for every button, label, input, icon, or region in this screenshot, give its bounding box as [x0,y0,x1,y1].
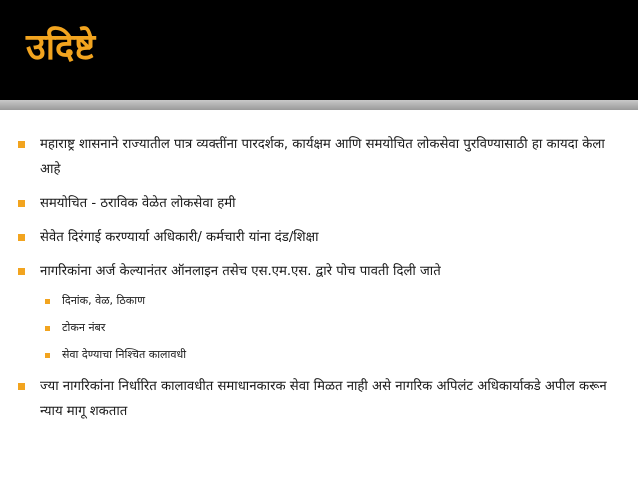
sub-bullet-text: टोकन नंबर [62,321,106,334]
bullet-text: समयोचित - ठराविक वेळेत लोकसेवा हमी [40,196,236,211]
bullet-item [0,132,638,182]
bullet-item [0,374,638,424]
square-bullet-icon [18,200,25,207]
sub-bullet-text: सेवा देण्याचा निश्चित कालावधी [62,348,187,361]
slide-title: उदिष्टे [26,27,96,68]
bullet-text: सेवेत दिरंगाई करण्यार्या अधिकारी/ कर्मचारी यांना दंड/शिक्षा [40,230,319,245]
square-bullet-icon [45,299,50,304]
square-bullet-icon [18,234,25,241]
sub-bullet-text: दिनांक, वेळ, ठिकाण [62,294,146,307]
bullet-item [0,225,638,250]
bullet-item [0,191,638,216]
bullet-text: ज्या नागरिकांना निर्धारित कालावधीत समाधानकारक सेवा मिळत नाही असे नागरिक अपिलंट अधिकार्याकडे अपील करून न्याय मागू शकतात [40,379,607,419]
bullet-text: महाराष्ट्र शासनाने राज्यातील पात्र व्यक्तींना पारदर्शक, कार्यक्षम आणि समयोचित लोकसेवा पुरविण्यासाठी हा कायदा केला आहे [40,137,605,177]
sub-bullet-item [0,293,638,309]
sub-bullet-item [0,347,638,363]
square-bullet-icon [45,326,50,331]
square-bullet-icon [18,383,25,390]
square-bullet-icon [45,353,50,358]
bullet-text: नागरिकांना अर्ज केल्यानंतर ऑनलाइन तसेच एस.एम.एस. द्वारे पोच पावती दिली जाते [40,264,441,279]
bullet-list [0,132,638,433]
square-bullet-icon [18,268,25,275]
title-bar [0,0,638,100]
square-bullet-icon [18,141,25,148]
sub-bullet-item [0,320,638,336]
bullet-item [0,259,638,284]
title-divider [0,100,638,110]
